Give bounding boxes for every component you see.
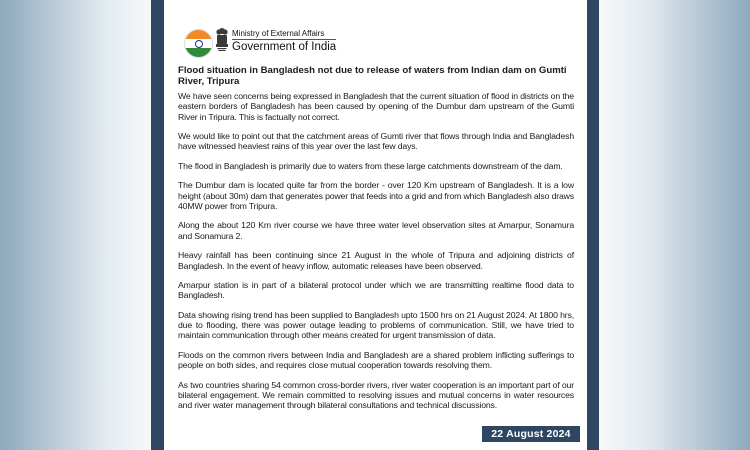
paragraph-4: The Dumbur dam is located quite far from the border - over 120 Km upstream of Bangladesh. It is a low height (about 30m) dam that generates power that feeds into a grid and from which Bangladesh also draws 40MW power from Tripura. xyxy=(178,180,574,211)
press-release-title: Flood situation in Bangladesh not due to release of waters from Indian dam on Gumti River, Tripura xyxy=(178,65,567,87)
government-name: Government of India xyxy=(232,41,337,53)
paragraph-1: We have seen concerns being expressed in Bangladesh that the current situation of flood in districts on the eastern borders of Bangladesh has been caused by opening of the Dumbur dam upstream of the Gumti River in Tripura. This is factually not correct. xyxy=(178,91,574,122)
india-flag-icon xyxy=(184,29,213,58)
paragraph-2: We would like to point out that the catchment areas of Gumti river that flows through India and Bangladesh have witnessed heaviest rains of this year over the last few days. xyxy=(178,131,574,152)
state-emblem-icon xyxy=(215,27,229,57)
press-release-body xyxy=(178,66,574,420)
paragraph-8: Data showing rising trend has been supplied to Bangladesh upto 1500 hrs on 21 August 2024. At 1800 hrs, due to flooding, there was power outage leading to problems of communication. Still, we have tried to maintain communication through other means created for urgent transmission of data. xyxy=(178,309,574,341)
paragraph-9: Floods on the common rivers between India and Bangladesh are a shared problem inflicting sufferings to people on both sides, and requires close mutual cooperation towards resolving them. xyxy=(178,349,574,371)
paragraph-7: Amarpur station is in part of a bilateral protocol under which we are transmitting realtime flood data to Bangladesh. xyxy=(178,279,574,301)
paragraph-10: As two countries sharing 54 common cross-border rivers, river water cooperation is an important part of our bilateral engagement. We remain committed to resolving issues and mutual concerns in water resources and river water management through bilateral consultations and technical discussions. xyxy=(178,379,574,411)
paragraph-5: Along the about 120 Km river course we have three water level observation sites at Amarpur, Sonamura and Sonamura 2. xyxy=(178,220,574,241)
paragraph-3: The flood in Bangladesh is primarily due to waters from these large catchments downstream of the dam. xyxy=(178,160,563,171)
date-badge: 22 August 2024 xyxy=(482,426,580,442)
ministry-name: Ministry of External Affairs xyxy=(232,29,325,38)
letterhead xyxy=(184,26,384,60)
paragraph-6: Heavy rainfall has been continuing since 21 August in the whole of Tripura and adjoining districts of Bangladesh. In the event of heavy inflow, automatic releases have been observed. xyxy=(178,250,574,271)
